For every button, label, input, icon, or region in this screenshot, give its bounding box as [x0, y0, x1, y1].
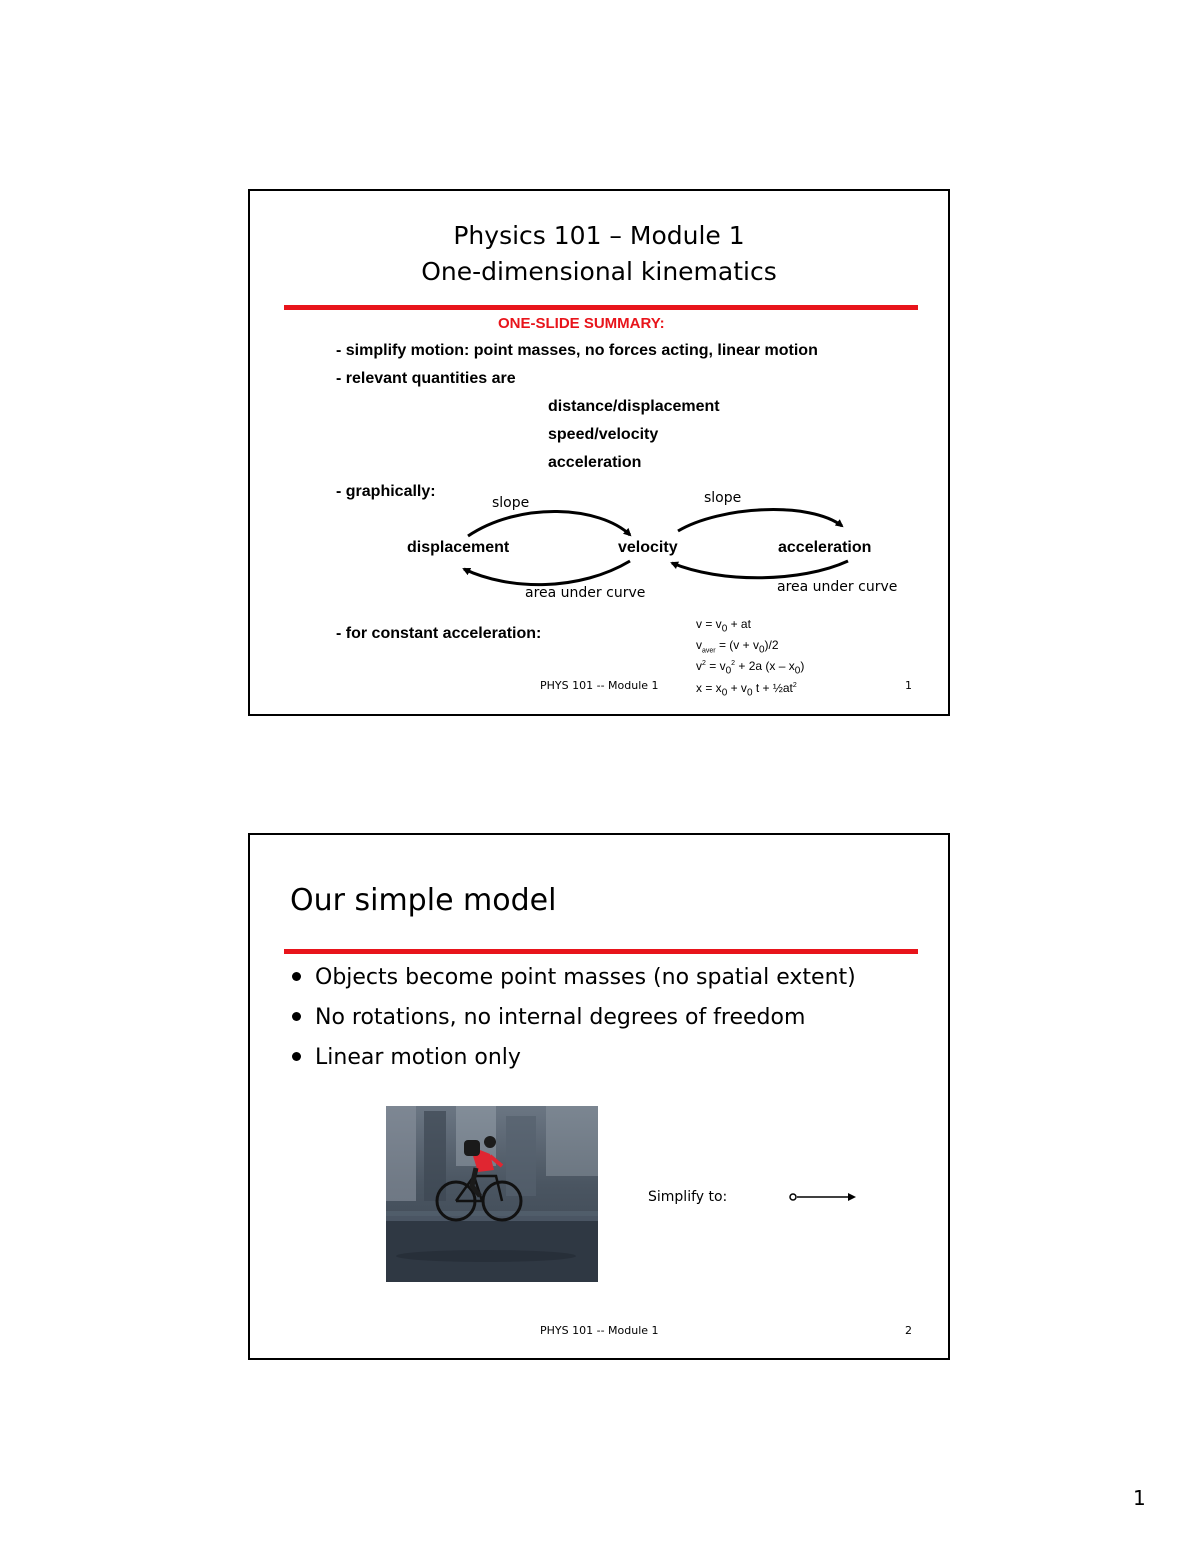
summary-point-motion: - simplify motion: point masses, no forces acting, linear motion [336, 342, 818, 359]
quantity-velocity: speed/velocity [548, 426, 659, 443]
slide-footer: PHYS 101 -- Module 1 [540, 679, 659, 692]
equation-position: $x = x_0 + v_0$ $t + \frac{1}{2}at^2$ [696, 681, 797, 699]
equation-velocity-squared: $v^2 = v_0^2 + 2a$ $(x - x_0)$ [696, 659, 805, 677]
equation-velocity: $v = v_0$ + at [696, 617, 751, 635]
slide-title: Our simple model [290, 883, 557, 918]
bullet-no-rotations: No rotations, no internal degrees of freedom [292, 1005, 805, 1030]
area-label-left: area under curve [525, 585, 646, 601]
summary-point-quantities: - relevant quantities are [336, 370, 516, 387]
equation-average-velocity: $v_{aver} = (v + v_0)/2$ [696, 638, 779, 656]
bullet-point-masses: Objects become point masses (no spatial extent) [292, 965, 856, 990]
node-displacement: displacement [407, 539, 510, 556]
point-mass-arrow-icon [250, 835, 952, 1362]
quantity-acceleration: acceleration [548, 454, 642, 471]
slide-1 [248, 189, 950, 716]
node-velocity: velocity [618, 539, 678, 556]
bullet-linear-motion: Linear motion only [292, 1045, 521, 1070]
quantity-displacement: distance/displacement [548, 398, 720, 415]
slide-title-line1: Physics 101 – Module 1 [453, 221, 745, 250]
slope-label-right: slope [704, 490, 742, 506]
slide-title-line2: One-dimensional kinematics [421, 257, 777, 286]
slope-label-left: slope [492, 495, 530, 511]
slide-number: 2 [905, 1324, 912, 1337]
slide-number: 1 [905, 679, 912, 692]
summary-point-constant-acceleration: - for constant acceleration: [336, 625, 542, 642]
page-number: 1 [1133, 1486, 1146, 1510]
node-acceleration: acceleration [778, 539, 872, 556]
arrow-slope-velocity-to-acceleration [678, 510, 842, 531]
area-label-right: area under curve [777, 579, 898, 595]
arrow-area-velocity-to-displacement [464, 561, 630, 585]
arrow-slope-displacement-to-velocity [468, 511, 630, 536]
summary-point-graphically: - graphically: [336, 483, 436, 500]
simplify-label: Simplify to: [648, 1189, 728, 1205]
slide-footer: PHYS 101 -- Module 1 [540, 1324, 659, 1337]
summary-heading: ONE-SLIDE SUMMARY: [498, 315, 665, 332]
arrow-area-acceleration-to-velocity [672, 561, 848, 578]
slide-2 [248, 833, 950, 1360]
